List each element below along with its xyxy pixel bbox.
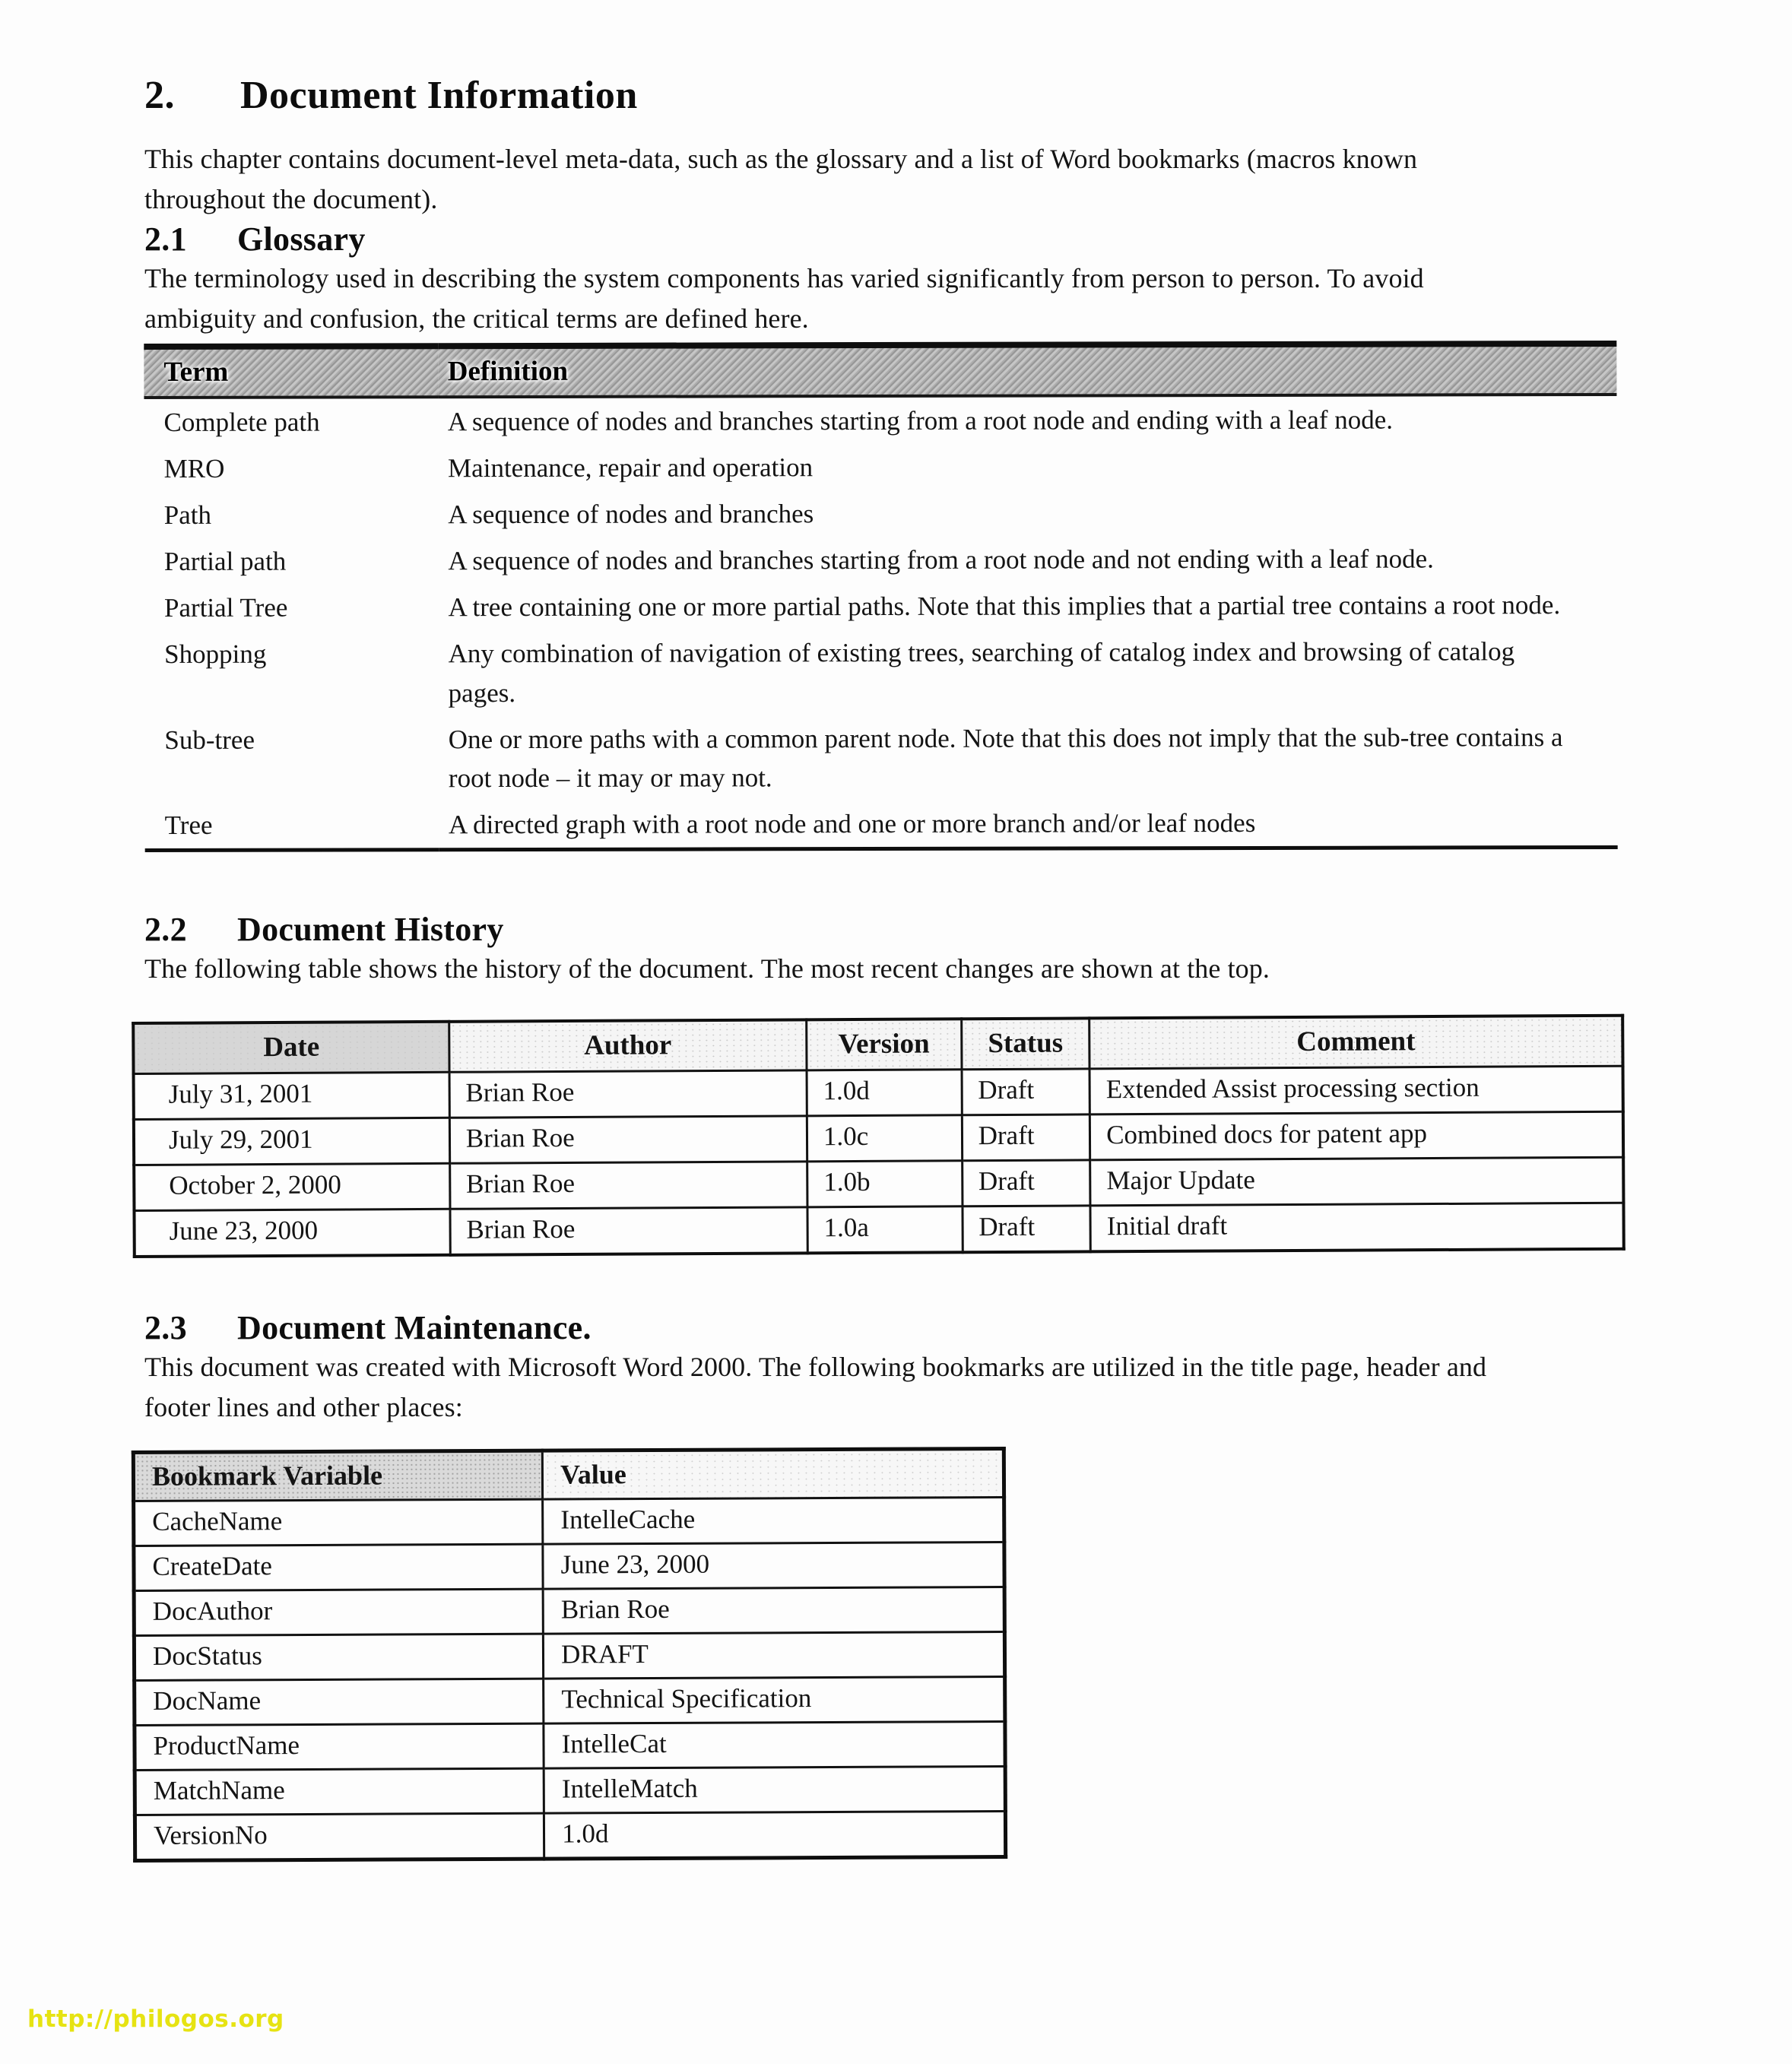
table-row [145, 798, 1618, 850]
table-cell: VersionNo [135, 1813, 544, 1860]
history-header-version: Version [807, 1019, 962, 1071]
table-row [134, 1158, 1623, 1211]
document-history-table [132, 1014, 1625, 1258]
table-cell: Brian Roe [449, 1162, 807, 1209]
table-cell: October 2, 2000 [134, 1164, 450, 1211]
table-cell: CacheName [134, 1499, 543, 1546]
table-row [135, 1677, 1005, 1726]
table-cell: June 23, 2000 [543, 1542, 1004, 1590]
table-cell: One or more paths with a common parent node. Note that this does not imply that the sub-tree contains a root node – it may or may not. [448, 721, 1563, 793]
heading-number: 2.1 [144, 220, 187, 258]
table-cell: Draft [962, 1160, 1090, 1206]
table-cell: Combined docs for patent app [1089, 1112, 1623, 1161]
table-cell: A sequence of nodes and branches starting from a root node and not ending with a leaf node. [448, 544, 1434, 576]
history-header-author: Author [449, 1020, 806, 1073]
table-cell: 1.0d [544, 1812, 1006, 1860]
heading-title: Document History [237, 910, 504, 948]
heading-number: 2.2 [144, 910, 187, 948]
heading-number: 2. [144, 74, 175, 117]
table-cell: Brian Roe [449, 1116, 807, 1163]
table-cell: A sequence of nodes and branches [448, 498, 814, 530]
table-row [134, 1112, 1623, 1165]
heading-glossary [144, 220, 1617, 258]
table-cell: A tree containing one or more partial paths. Note that this implies that a partial tree contains a root node. [448, 590, 1561, 623]
table-cell: 1.0b [807, 1161, 963, 1207]
table-cell: Complete path [163, 407, 320, 437]
table-cell: IntelleMatch [544, 1767, 1005, 1814]
table-row [144, 535, 1617, 585]
history-header-comment: Comment [1089, 1016, 1623, 1069]
bookmark-table [132, 1447, 1007, 1863]
table-cell: DRAFT [544, 1632, 1005, 1679]
table-cell: MRO [163, 453, 225, 484]
table-cell: Brian Roe [450, 1207, 807, 1255]
table-cell: Partial Tree [163, 592, 288, 623]
paragraph-document-history: The following table shows the history of the document. The most recent changes are shown at the top. [144, 953, 1270, 984]
table-row [144, 582, 1617, 631]
glossary-table [144, 341, 1617, 852]
table-row [135, 1812, 1005, 1861]
table-cell: CreateDate [134, 1544, 543, 1590]
table-cell: Sub-tree [164, 724, 255, 755]
paragraph-document-maintenance: This document was created with Microsoft Word 2000. The following bookmarks are utilized in the title page, header and footer lines and other places: [144, 1352, 1487, 1423]
bookmark-header-row [133, 1449, 1004, 1501]
paragraph-glossary: The terminology used in describing the system components has varied significantly from person to person. To avoid ambiguity and confusion, the critical terms are defined here. [144, 262, 1424, 334]
table-cell: Brian Roe [449, 1070, 807, 1118]
table-cell: IntelleCat [544, 1722, 1005, 1769]
table-row [135, 1767, 1005, 1815]
table-cell: July 31, 2001 [134, 1073, 450, 1120]
table-cell: 1.0a [807, 1206, 963, 1254]
table-row [134, 1632, 1004, 1681]
table-cell: Brian Roe [543, 1587, 1004, 1634]
heading-title: Document Maintenance. [237, 1309, 592, 1347]
table-row [144, 713, 1617, 801]
table-row [144, 489, 1617, 538]
paragraph-document-information: This chapter contains document-level meta-data, such as the glossary and a list of Word bookmarks (macros known throughout the document). [144, 144, 1418, 214]
table-cell: Draft [962, 1114, 1090, 1161]
table-row [134, 1542, 1004, 1591]
watermark-link: http://philogos.org [27, 2005, 284, 2033]
table-row [144, 442, 1617, 492]
table-cell: Maintenance, repair and operation [447, 452, 814, 483]
table-row [134, 1587, 1004, 1636]
table-cell: 1.0c [807, 1115, 962, 1162]
table-cell: Initial draft [1090, 1203, 1624, 1252]
table-cell: Extended Assist processing section [1089, 1067, 1623, 1115]
table-cell: Draft [963, 1206, 1091, 1252]
heading-document-information [144, 73, 1617, 118]
heading-document-maintenance [144, 1308, 1617, 1347]
table-cell: Shopping [164, 639, 267, 670]
glossary-header-row [144, 344, 1616, 398]
glossary-header-definition: Definition [439, 344, 1617, 397]
table-row [134, 1067, 1623, 1120]
table-cell: Major Update [1090, 1158, 1624, 1206]
table-cell: DocAuthor [134, 1589, 543, 1635]
table-cell: MatchName [135, 1768, 544, 1815]
table-cell: Tree [164, 810, 213, 840]
bookmark-header-variable: Bookmark Variable [133, 1451, 542, 1501]
table-row [144, 395, 1616, 445]
table-cell: 1.0d [807, 1070, 962, 1116]
table-cell: Any combination of navigation of existing trees, searching of catalog index and browsing of catalog pages. [448, 636, 1515, 708]
history-header-row [133, 1016, 1622, 1074]
heading-title: Document Information [240, 74, 638, 117]
table-cell: June 23, 2000 [134, 1210, 450, 1257]
heading-title: Glossary [237, 220, 366, 258]
table-cell: A sequence of nodes and branches starting from a root node and ending with a leaf node. [447, 404, 1394, 436]
table-cell: Path [163, 499, 212, 530]
table-row [134, 1203, 1623, 1257]
table-cell: IntelleCache [543, 1498, 1004, 1545]
glossary-header-term: Term [144, 346, 439, 398]
table-cell: ProductName [135, 1723, 544, 1770]
heading-document-history [144, 910, 1617, 949]
table-row [134, 1498, 1004, 1546]
table-cell: DocStatus [134, 1634, 543, 1680]
table-cell: A directed graph with a root node and one or more branch and/or leaf nodes [448, 807, 1256, 839]
table-cell: Draft [962, 1069, 1090, 1115]
heading-number: 2.3 [144, 1309, 187, 1347]
table-row [144, 628, 1617, 716]
bookmark-header-value: Value [542, 1449, 1004, 1500]
history-header-date: Date [133, 1022, 449, 1074]
table-cell: DocName [135, 1679, 544, 1725]
table-cell: Technical Specification [544, 1677, 1005, 1724]
table-cell: July 29, 2001 [134, 1118, 450, 1165]
table-cell: Partial path [163, 546, 287, 576]
history-header-status: Status [961, 1019, 1089, 1070]
table-row [135, 1722, 1005, 1771]
